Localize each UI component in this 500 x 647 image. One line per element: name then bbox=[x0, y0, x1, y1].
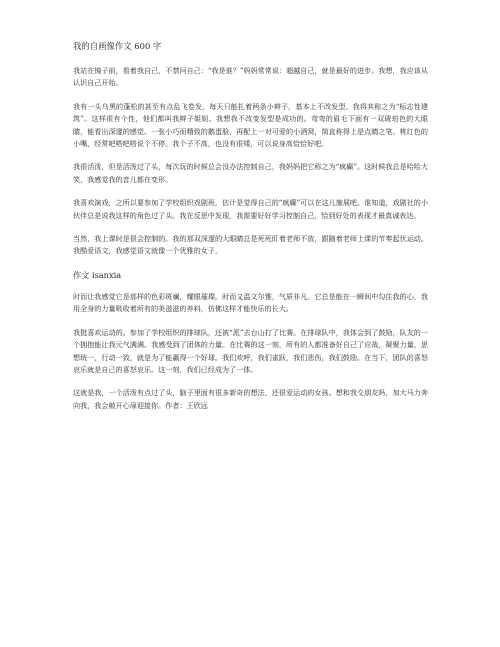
paragraph-chinese: 时而让我感觉它是那样的色彩斑斓，耀眼璀璨。时而又温文尔雅，气质非凡。它总是能在一瞬间中勾住我的心，我用全身的力量吸收着所有的美滋滋的养料，仿佛这样才能快乐的长大。 bbox=[73, 291, 428, 314]
paragraph-class: 当然，我上课时是很会控制的。我的那双深邃的大眼睛总是死死盯着老师不放，跟随着老师上课的节奏起伏运动。我酷爱语文，我感觉语文就像一个优雅的女子， bbox=[73, 234, 428, 256]
paragraph-intro: 我站在镜子前，看着我自己，不禁问自己：“我是谁？”妈妈常常说：超越自己，就是最好的进步。我想，我应该从认识自己开始。 bbox=[73, 66, 428, 88]
paragraph-appearance: 我有一头乌黑的蓬松的甚至有点乱飞卷发，每天只能扎着两条小辫子，基本上不改发型。我将其称之为“标志性建筑”。这样很有个性，他们都叫我辫子姐姐。我想我不改变发型是成功的。弯弯的眉毛下面有一双琥珀色的大眼睛，能看出深邃的感觉。一张小巧而精致的鹅蛋脸，再配上一对可爱的小酒窝，简直称得上是点睛之笔。桃红色的小嘴，经常吧嗒吧嗒说个不停。我个子不高，也没有很矮，可以说身高恰恰好吧。 bbox=[73, 101, 428, 149]
paragraph-drama: 我喜欢演戏，之所以要参加了学校组织戏剧班，估计是觉得自己的“疯癫”可以在这儿施展吧。谁知道，戏剧社的小伙伴总是说我这样的角色过了头。我在反思中发现，我需要好好学习控制自己，恰到好处的表现才最真诚表达。 bbox=[73, 198, 428, 220]
paragraph-conclusion: 这就是我，一个活泼有点过了头，脑子里面有很多新奇的想法，还很爱运动的女孩。想和我交朋友吗，加大马力奔向我，我会敞开心扉迎接你。作者：王欣远 bbox=[73, 388, 428, 410]
paragraph-personality: 我很活泼，但是活泼过了头，每次玩的时候总会没办法控制自己，我妈妈把它称之为“疯癫”。这时候我总是哈哈大笑，我感觉我的音儿都在变形。 bbox=[73, 162, 428, 184]
section-title: 作文 isanxia bbox=[73, 269, 122, 280]
paragraph-sports: 我挺喜欢运动的。参加了学校组织的排球队，还被“派”去台山打了比赛。在排球队中，我体会到了鼓励，队友的一个拥抱能让我元气满满。我感受到了团体的力量。在比赛的这一刻，所有的人都准备好自己了应战，凝聚力量，思想统一，行动一致，就是为了能赢得一个好球。我们欢呼，我们雀跃，我们悲伤，我们鼓励。在当下，团队的喜怒哀乐就是自己的喜怒哀乐。这一刻，我们已经成为了一体。 bbox=[73, 327, 428, 374]
document-title: 我的自画像作文 600 字 bbox=[73, 41, 162, 51]
